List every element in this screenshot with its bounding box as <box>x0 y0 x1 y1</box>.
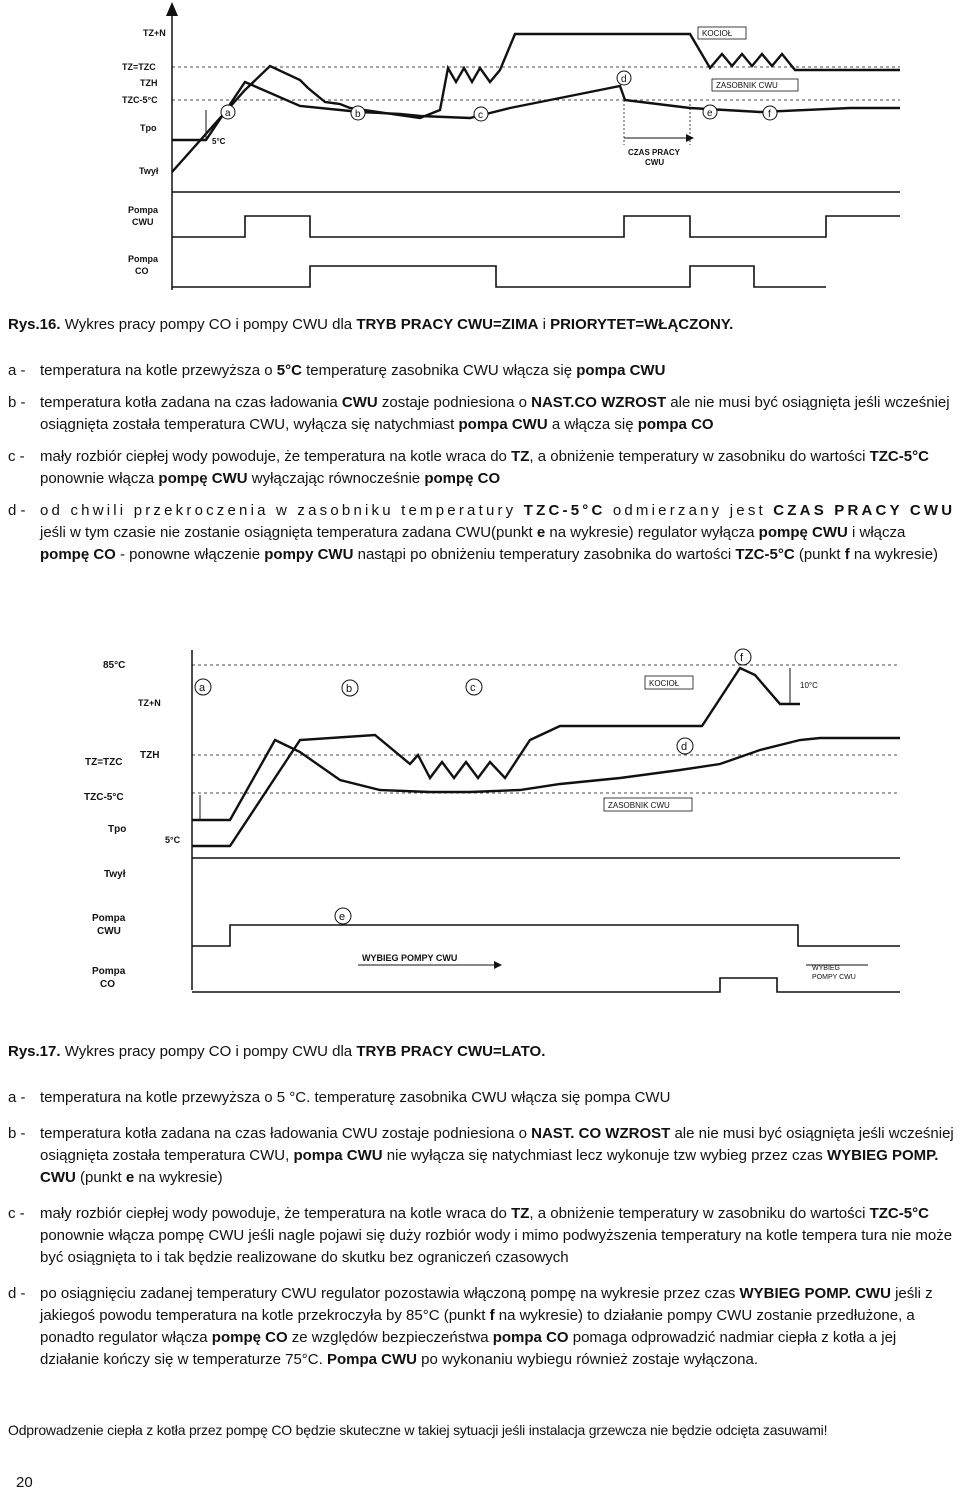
marker-d <box>617 71 631 85</box>
label-twyl: Twył <box>139 166 159 176</box>
svg-text:a: a <box>199 682 206 694</box>
svg-text:c: c <box>478 110 483 121</box>
desc17-d: d - po osiągnięciu zadanej temperatury CWU regulator pozostawia włączoną pompę na wykresie przez czas WYBIEG POMP. CWU jeśli z jakiegoś powodu temperatura na kotle przekroczyła by 85°C (punkt f na wykresie) to działanie pompy CWU zostanie przedłużone, a ponadto regulator włącza pompę CO ze względów bezpieczeństwa pompa CO pomaga odprowadzić nadmiar ciepła z kotła a jej działanie kończy się w temperaturze 75°C. Pompa CWU po wykonaniu wybiegu również zostaje wyłączona. <box>8 1285 933 1368</box>
label-tz-17: TZ=TZC <box>85 757 123 768</box>
label-zasobnik: ZASOBNIK CWU <box>716 81 778 90</box>
label-czas-pracy-1: CZAS PRACY <box>628 148 681 157</box>
label-pompa-cwu-2: CWU <box>132 217 154 227</box>
label-kociol: KOCIOŁ <box>702 29 733 38</box>
marker-a-17 <box>195 679 211 695</box>
desc17-a: a - temperatura na kotle przewyższa o 5 °C. temperaturę zasobnika CWU włącza się pompa CWU <box>8 1089 671 1106</box>
marker-e <box>703 105 717 119</box>
desc16-a: a - temperatura na kotle przewyższa o 5°C temperaturę zasobnika CWU włącza się pompa CWU <box>8 362 666 379</box>
label-tzh: TZH <box>140 78 158 88</box>
label-pompa-cwu-17a: Pompa <box>92 913 126 924</box>
svg-text:d: d <box>621 74 627 85</box>
label-wybieg2-b: POMPY CWU <box>812 974 856 981</box>
svg-text:c: c <box>470 682 476 694</box>
desc16-b: b - temperatura kotła zadana na czas ładowania CWU zostaje podniesiona o NAST.CO WZROST ale nie musi być osiągnięta jeśli wcześniej osiągnięta została temperatura CWU, wyłącza się natychmiast pompa CWU a włącza się pompa CO <box>8 394 950 433</box>
desc16-c: c - mały rozbiór ciepłej wody powoduje, że temperatura na kotle wraca do TZ, a obniżenie temperatury w zasobniku do wartości TZC-5°C ponownie włącza pompę CWU wyłączając równocześnie pompę CO <box>8 448 929 487</box>
label-zasobnik-17: ZASOBNIK CWU <box>608 801 670 810</box>
svg-text:a: a <box>225 108 231 119</box>
label-pompa-co-17b: CO <box>100 979 115 990</box>
svg-text:b: b <box>346 683 353 695</box>
marker-c-17 <box>466 679 482 695</box>
marker-e-17 <box>335 908 351 924</box>
label-pompa-co-1: Pompa <box>128 254 159 264</box>
page-number: 20 <box>16 1474 33 1491</box>
description-16 <box>8 360 956 566</box>
footer-note: Odprowadzenie ciepła z kotła przez pompę CO będzie skuteczne w takiej sytuacji jeśli instalacja grzewcza nie będzie odcięta zasuwami! <box>8 1422 828 1438</box>
y-axis-arrow <box>166 2 178 16</box>
label-tzc-17: TZC-5°C <box>84 792 124 803</box>
desc17-b: b - temperatura kotła zadana na czas ładowania CWU zostaje podniesiona o NAST. CO WZROST ale nie musi być osiągnięta jeśli wcześniej osiągnięta została temperatura CWU, pompa CWU nie wyłącza się natychmiast lecz wykonuje tzw wybieg przez czas WYBIEG POMP. CWU (punkt e na wykresie) <box>8 1125 954 1186</box>
label-pompa-cwu-1: Pompa <box>128 205 159 215</box>
desc16-d: d - od chwili przekroczenia w zasobniku temperatury TZC-5°C odmierzany jest CZAS PRACY CWU jeśli w tym czasie nie zostanie osiągnięta temperatura zadana CWU(punkt e na wykresie) regulator wyłącza pompę CWU i włącza pompę CO - ponowne włączenie pompy CWU nastąpi po obniżeniu temperatury zasobnika do wartości TZC-5°C (punkt f na wykresie) <box>8 502 956 563</box>
label-wybieg: WYBIEG POMPY CWU <box>362 953 458 963</box>
label-85c: 85°C <box>103 660 126 671</box>
tank-curve-17 <box>192 738 900 820</box>
marker-c <box>474 107 488 121</box>
description-17 <box>8 1087 956 1371</box>
label-pompa-cwu-17b: CWU <box>97 926 121 937</box>
label-kociol-17: KOCIOŁ <box>649 679 680 688</box>
label-tzn-17: TZ+N <box>138 698 161 708</box>
marker-f <box>763 106 777 120</box>
figure-16-chart <box>0 0 960 300</box>
label-twyl-17: Twył <box>104 869 126 880</box>
svg-text:f: f <box>740 652 744 664</box>
label-tzh-17: TZH <box>140 750 160 761</box>
label-pompa-co-17a: Pompa <box>92 966 126 977</box>
caption-17: Rys.17. Wykres pracy pompy CO i pompy CWU dla TRYB PRACY CWU=LATO. <box>8 1043 546 1060</box>
pump-co-wave <box>172 266 826 287</box>
marker-a <box>221 105 235 119</box>
label-tpo-17: Tpo <box>108 824 127 835</box>
caption-16: Rys.16. Wykres pracy pompy CO i pompy CWU dla TRYB PRACY CWU=ZIMA i PRIORYTET=WŁĄCZONY. <box>8 316 734 333</box>
pump-cwu-wave <box>172 216 900 237</box>
marker-b <box>351 106 365 120</box>
label-10c: 10°C <box>800 681 818 690</box>
label-czas-pracy-2: CWU <box>645 158 665 167</box>
label-tzc-5: TZC-5°C <box>122 95 158 105</box>
boiler-curve-17 <box>192 668 800 846</box>
marker-f-17 <box>735 649 751 665</box>
svg-text:e: e <box>339 911 346 923</box>
label-5c-17: 5°C <box>165 835 181 845</box>
pump-co-wave-17 <box>192 978 900 992</box>
figure-17-chart <box>0 640 960 1000</box>
svg-text:f: f <box>768 109 771 120</box>
label-tzn: TZ+N <box>143 28 166 38</box>
marker-d-17 <box>677 738 693 754</box>
desc17-c: c - mały rozbiór ciepłej wody powoduje, że temperatura na kotle wraca do TZ, a obniżenie temperatury w zasobniku do wartości TZC-5°C ponownie włącza pompę CWU jeśli nagle pojawi się duży rozbiór wody i mimo podwyższenia temperatury na kotle tempera tura nie może być osiągnięta to i tak będzie realizowane do skutku bez ograniczeń czasowych <box>8 1205 953 1266</box>
label-5c: 5°C <box>212 137 226 146</box>
label-pompa-co-2: CO <box>135 266 149 276</box>
label-wybieg2-a: WYBIEG <box>812 965 841 972</box>
svg-text:e: e <box>707 108 713 119</box>
svg-text:d: d <box>681 741 688 753</box>
marker-b-17 <box>342 680 358 696</box>
label-tz-tzc: TZ=TZC <box>122 62 156 72</box>
svg-text:b: b <box>355 109 361 120</box>
pump-cwu-wave-17 <box>192 925 900 946</box>
label-tpo: Tpo <box>140 123 157 133</box>
